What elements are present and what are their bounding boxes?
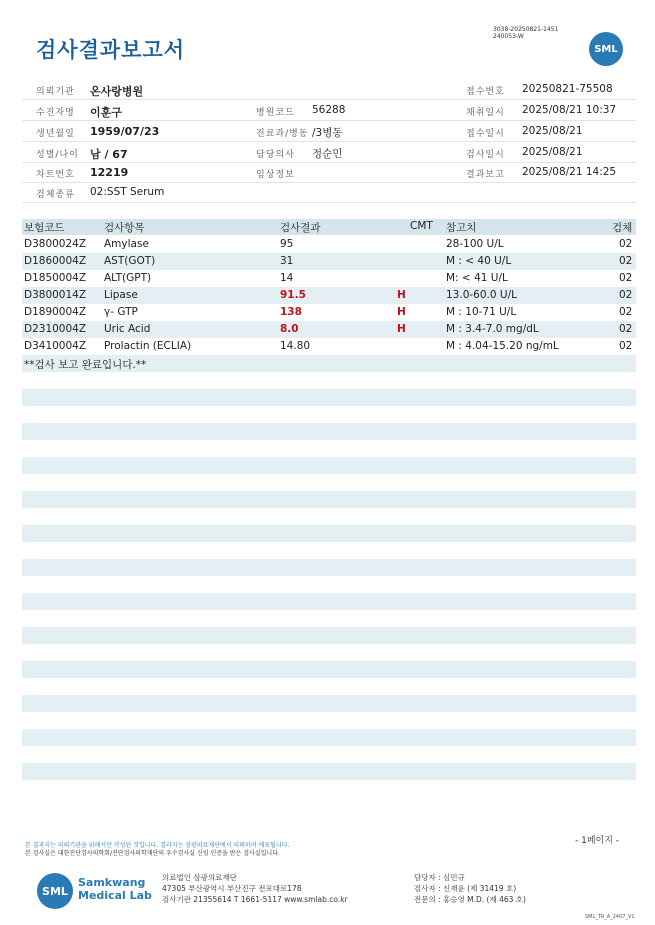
footer-notes: 본 결과지는 의뢰기관을 위해서만 작성된 것입니다. 결과지는 삼광의료재단에서 의뢰하며 배포됩니다. 본 검사실은 대한진단검사의학회/진단검사의학재단의 우수검사실 신임 인증을 받은 검사실입니다.: [25, 842, 290, 857]
cell-code: D3800024Z: [24, 238, 87, 250]
lab-address: 의료법인 삼광의료재단 47305 부산광역시 부산진구 전포대로178 검사기관 21355614 T 1661-5117 www.smlab.co.kr: [162, 873, 348, 904]
table-row: [22, 304, 636, 321]
cell-specimen: 02: [619, 306, 633, 318]
sml-logo: SML: [589, 32, 623, 66]
cell-specimen: 02: [619, 340, 633, 352]
cell-specimen: 02: [619, 238, 633, 250]
info-row-hospital: 의뢰기관 온사랑병원 접수번호 20250821-75508: [22, 79, 636, 100]
info-row-patient: 수진자명 이훈구 병원코드 56288 채취일시 2025/08/21 10:37: [22, 100, 636, 121]
info-row-dob: 생년월일 1959/07/23 진료과/병동 /3병동 접수일시 2025/08/21: [22, 121, 636, 142]
cell-specimen: 02: [619, 289, 633, 301]
test-date: 2025/08/21: [522, 146, 583, 158]
cell-item: Lipase: [104, 289, 138, 301]
table-row: [22, 287, 636, 304]
department: /3병동: [312, 127, 343, 139]
empty-row-band: [22, 491, 636, 508]
hospital-name: 온사랑병원: [90, 85, 144, 98]
ward-code: 56288: [312, 104, 346, 116]
cell-ref: M : 4.04-15.20 ng/mL: [446, 340, 559, 352]
cell-ref: M : 10-71 U/L: [446, 306, 517, 318]
cell-code: D1890004Z: [24, 306, 87, 318]
receipt-number: 20250821-75508: [522, 83, 613, 95]
receipt-date: 2025/08/21: [522, 125, 583, 137]
cell-code: D1850004Z: [24, 272, 87, 284]
table-row: [22, 270, 636, 287]
empty-row-band: [22, 695, 636, 712]
table-row: [22, 236, 636, 253]
table-row: [22, 321, 636, 338]
empty-row-band: [22, 389, 636, 406]
page-title: 검사결과보고서: [36, 38, 186, 62]
completion-note: **검사 보고 완료입니다.**: [24, 359, 147, 371]
sample-date: 2025/08/21 10:37: [522, 104, 617, 116]
cell-specimen: 02: [619, 272, 633, 284]
cell-result: 14.80: [280, 340, 311, 352]
cell-ref: M : 3.4-7.0 mg/dL: [446, 323, 539, 335]
specimen-type: 02:SST Serum: [90, 186, 165, 198]
cell-ref: 13.0-60.0 U/L: [446, 289, 517, 301]
completion-note-row: [22, 355, 636, 372]
info-row-chart: 차트번호 12219 임상정보 결과보고 2025/08/21 14:25: [22, 162, 636, 183]
info-row-sex: 성별/나이 남 / 67 담당의사 정순민 검사일시 2025/08/21: [22, 142, 636, 163]
cell-specimen: 02: [619, 323, 633, 335]
cell-result: 31: [280, 255, 294, 267]
cell-ref: M: < 41 U/L: [446, 272, 508, 284]
cell-result: 138: [280, 306, 302, 318]
cell-result: 95: [280, 238, 294, 250]
table-row: [22, 338, 636, 355]
empty-row-band: [22, 627, 636, 644]
doctor-name: 정순민: [312, 148, 343, 160]
table-row: [22, 253, 636, 270]
cell-result: 14: [280, 272, 294, 284]
sex-age: 남 / 67: [90, 148, 128, 161]
empty-row-band: [22, 525, 636, 542]
cell-item: AST(GOT): [104, 255, 156, 267]
cell-result: 91.5: [280, 289, 306, 301]
cell-item: γ- GTP: [104, 306, 138, 318]
info-row-specimen: 검체종류 02:SST Serum: [22, 182, 636, 203]
cell-code: D3410004Z: [24, 340, 87, 352]
empty-row-band: [22, 593, 636, 610]
cell-item: ALT(GPT): [104, 272, 152, 284]
cell-result: 8.0: [280, 323, 299, 335]
empty-row-band: [22, 423, 636, 440]
cell-code: D3800014Z: [24, 289, 87, 301]
cell-item: Prolactin (ECLIA): [104, 340, 192, 352]
birth-date: 1959/07/23: [90, 125, 160, 138]
cell-ref: M : < 40 U/L: [446, 255, 512, 267]
lab-staff: 담당자 : 심민규 검사자 : 신재윤 (제 31419 호) 전문의 : 홍승영 M.D. (제 463 호): [414, 873, 526, 904]
cell-specimen: 02: [619, 255, 633, 267]
cell-flag: H: [397, 289, 406, 301]
brand-name: Samkwang Medical Lab: [78, 876, 152, 902]
cell-flag: H: [397, 306, 406, 318]
chart-number: 12219: [90, 166, 129, 179]
empty-row-band: [22, 729, 636, 746]
page-number: - 1페이지 -: [575, 836, 620, 846]
cell-ref: 28-100 U/L: [446, 238, 504, 250]
sml-footer-logo: SML: [37, 873, 73, 909]
empty-row-band: [22, 661, 636, 678]
empty-row-band: [22, 457, 636, 474]
patient-name: 이훈구: [90, 106, 122, 119]
document-id: 3038-20250821-1451 240053-W: [493, 26, 559, 40]
cell-item: Uric Acid: [104, 323, 151, 335]
report-date: 2025/08/21 14:25: [522, 166, 617, 178]
cell-code: D1860004Z: [24, 255, 87, 267]
cell-flag: H: [397, 323, 406, 335]
cell-code: D2310004Z: [24, 323, 87, 335]
empty-row-band: [22, 559, 636, 576]
form-code: SML_TR_A_2407_V1: [585, 914, 635, 920]
cell-item: Amylase: [104, 238, 149, 250]
empty-row-band: [22, 763, 636, 780]
results-table-header: 보험코드 검사항목 검사결과 CMT 참고치 검체: [22, 219, 636, 235]
